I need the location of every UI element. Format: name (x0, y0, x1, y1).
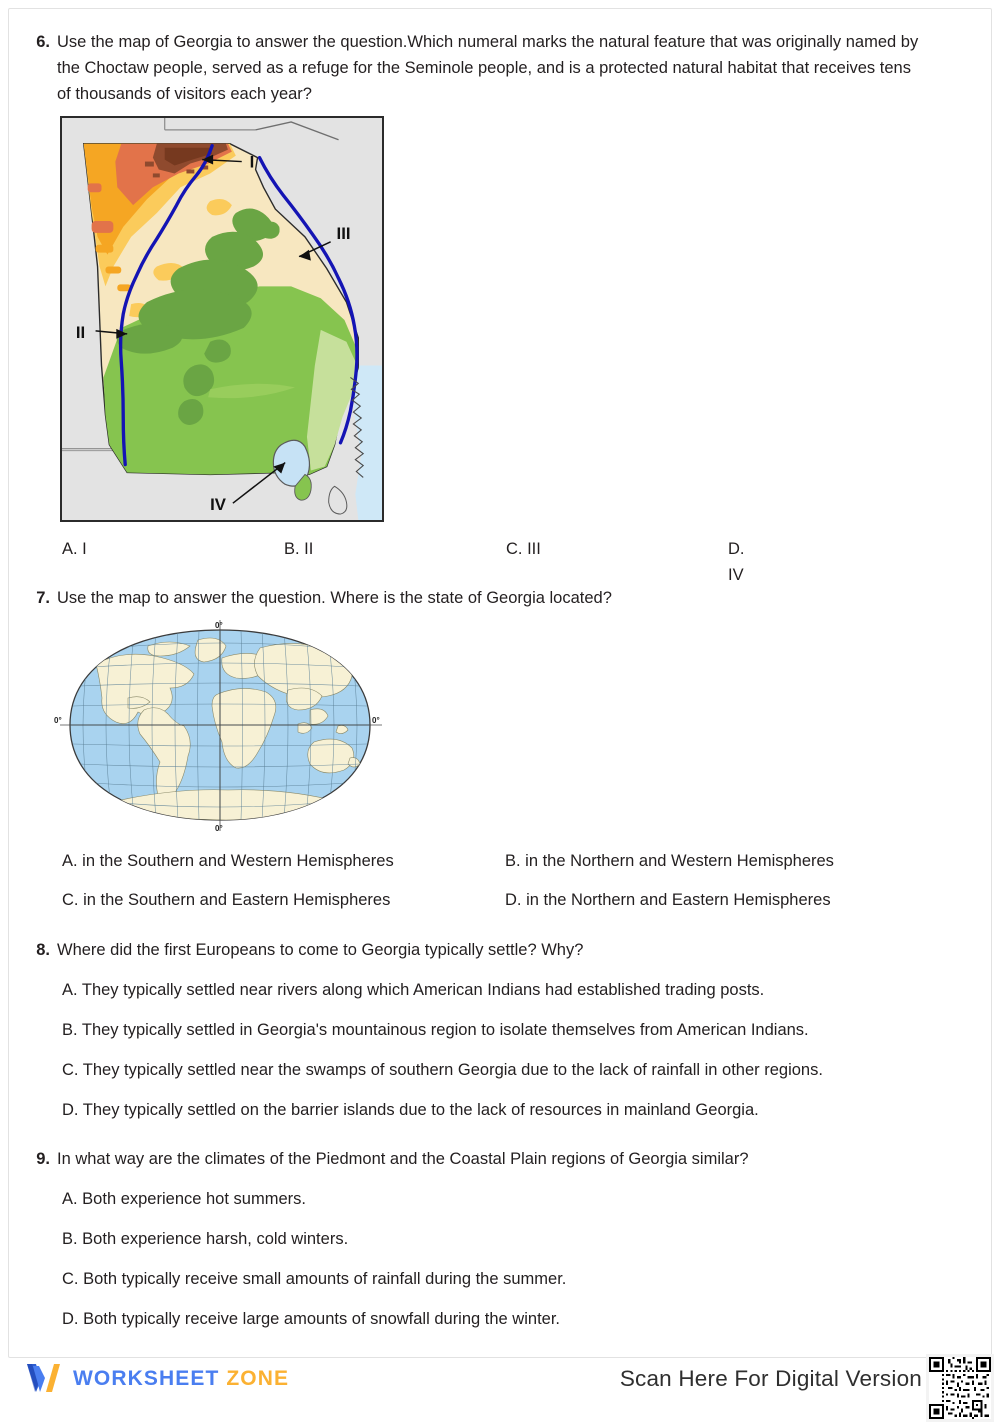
question-6-option-b[interactable]: B. II (284, 540, 314, 558)
question-8-text: Where did the first Europeans to come to Georgia typically settle? Why? (57, 941, 584, 959)
question-7-options (62, 848, 942, 926)
map-label-I: I (249, 152, 255, 172)
question-9 (31, 1146, 961, 1346)
degree-label-top: 0° (215, 621, 223, 630)
question-8-option-b[interactable]: B. They typically settled in Georgia's mountainous region to isolate themselves from American Indians. (62, 1021, 809, 1039)
map-label-III: III (336, 223, 351, 243)
map-label-IV: IV (210, 495, 227, 515)
logo-secondary-text: ZONE (226, 1367, 290, 1390)
question-7-option-a[interactable]: A. in the Southern and Western Hemispheres (62, 852, 394, 870)
georgia-relief-map-figure (60, 116, 384, 522)
qr-code[interactable] (926, 1354, 994, 1422)
degree-label-right: 0° (372, 716, 380, 725)
question-9-option-c[interactable]: C. Both typically receive small amounts of rainfall during the summer. (62, 1270, 567, 1288)
worksheet-zone-logo[interactable] (24, 1360, 289, 1398)
page-footer (0, 1352, 1000, 1414)
question-7-option-c[interactable]: C. in the Southern and Eastern Hemispheres (62, 891, 391, 909)
question-8-option-c[interactable]: C. They typically settled near the swamps of southern Georgia due to the lack of rainfall in other regions. (62, 1061, 823, 1079)
question-9-option-b[interactable]: B. Both experience harsh, cold winters. (62, 1230, 349, 1248)
georgia-map-graphic (62, 118, 382, 520)
question-7-option-d[interactable]: D. in the Northern and Eastern Hemispheres (505, 891, 831, 909)
question-8-option-d[interactable]: D. They typically settled on the barrier islands due to the lack of resources in mainland Georgia. (62, 1101, 759, 1119)
question-9-text: In what way are the climates of the Piedmont and the Coastal Plain regions of Georgia similar? (57, 1150, 749, 1168)
worksheet-zone-logo-icon (24, 1360, 64, 1398)
question-6-option-c[interactable]: C. III (506, 540, 541, 558)
question-6-options: A. I B. II C. III D. IV (62, 536, 942, 588)
question-8-option-a[interactable]: A. They typically settled near rivers along which American Indians had established trading posts. (62, 981, 765, 999)
question-8-number: 8. (36, 941, 50, 959)
world-map-figure (52, 618, 388, 833)
question-7 (31, 585, 961, 611)
question-6-option-a[interactable]: A. I (62, 540, 87, 558)
qr-code-graphic (929, 1357, 991, 1419)
scan-instruction-text: Scan Here For Digital Version (619, 1366, 922, 1391)
question-7-text: Use the map to answer the question. Where is the state of Georgia located? (57, 589, 612, 607)
degree-label-bottom: 0° (215, 824, 223, 833)
question-6-number: 6. (36, 33, 50, 51)
question-7-option-b[interactable]: B. in the Northern and Western Hemispheres (505, 852, 834, 870)
logo-primary-text: WORKSHEET (73, 1367, 220, 1390)
georgia-map-frame (60, 116, 384, 522)
degree-label-left: 0° (54, 716, 62, 725)
question-6-text: Use the map of Georgia to answer the question.Which numeral marks the natural feature that was originally named by the Choctaw people, served as a refuge for the Seminole people, and is a protected natural habitat that receives tens of thousands of visitors each year? (57, 33, 919, 103)
question-6 (31, 29, 961, 107)
question-9-option-d[interactable]: D. Both typically receive large amounts of snowfall during the winter. (62, 1310, 560, 1328)
worksheet-zone-logo-text (73, 1367, 289, 1391)
map-label-II: II (75, 322, 86, 342)
world-map-graphic (52, 618, 388, 833)
question-8 (31, 937, 961, 1137)
question-9-option-a[interactable]: A. Both experience hot summers. (62, 1190, 306, 1208)
question-9-number: 9. (36, 1150, 50, 1168)
question-7-number: 7. (36, 589, 50, 607)
